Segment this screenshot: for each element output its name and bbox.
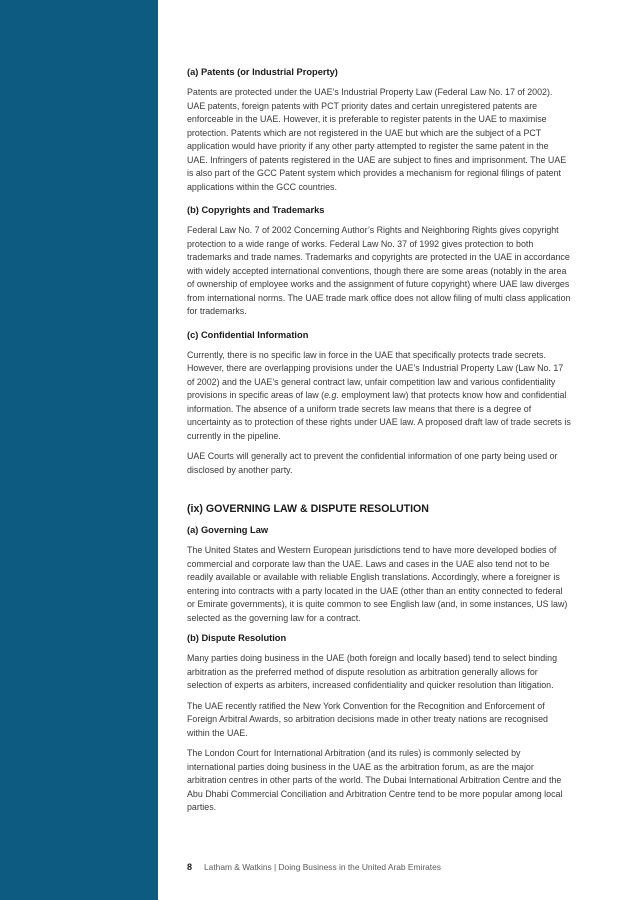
- confidential-heading: (c) Confidential Information: [187, 329, 309, 340]
- page-footer: [187, 862, 441, 872]
- patents-heading: (a) Patents (or Industrial Property): [187, 67, 338, 77]
- footer-text: Latham & Watkins | Doing Business in the United Arab Emirates: [204, 862, 441, 872]
- page-content: [187, 66, 571, 822]
- confidential-eg: e.g.: [324, 390, 339, 400]
- dispute-heading: (b) Dispute Resolution: [187, 633, 287, 643]
- governing-body: The United States and Western European jurisdictions tend to have more developed bodies of commercial and corporate law than the UAE. Laws and cases in the UAE also tend not to be readily available or available with reliable English translations. Accordingly, where a foreigner is entering into contracts with a party located in the UAE (other than an entity connected to federal or Emirate governments), it is quite common to see English law (and, in some instances, US law) selected as the governing law for a contract.: [187, 545, 568, 623]
- governing-section-heading: (ix) GOVERNING LAW & DISPUTE RESOLUTION: [187, 503, 429, 515]
- copyrights-body: Federal Law No. 7 of 2002 Concerning Author’s Rights and Neighboring Rights gives copyright protection to a wide range of works. Federal Law No. 37 of 1992 gives protection to both trademarks and trade names. Trademarks and copyrights are protected in the UAE in accordance with widely accepted international conventions, though there are some areas (notably in the area of ownership of employee works and the assignment of future copyright) where UAE law diverges from international norms. The UAE trade mark office does not allow filing of multi class application for trademarks.: [187, 225, 571, 316]
- confidential-body-part1: Currently, there is no specific law in force in the UAE that specifically protects trade secrets. However, there are overlapping provisions under the UAE’s Industrial Property Law (Law No. 17 of 2002) and the UAE’s general contract law, unfair competition law and various confidentiality provisions in specific areas of law (: [187, 349, 564, 400]
- confidential-body: [187, 349, 571, 444]
- sidebar-band: [0, 0, 158, 900]
- dispute-body-3: The London Court for International Arbitration (and its rules) is commonly selected by international parties doing business in the UAE as the arbitration forum, as are the major arbitration centres in other parts of the world. The Dubai International Arbitration Centre and the Abu Dhabi Commercial Conciliation and Arbitration Centre tend to be more popular among local parties.: [187, 748, 563, 812]
- page-number: 8: [187, 862, 193, 872]
- governing-heading: (a) Governing Law: [187, 525, 269, 535]
- dispute-body-1: Many parties doing business in the UAE (both foreign and locally based) tend to select binding arbitration as the preferred method of dispute resolution as arbitration generally allows for selection of experts as arbiters, increased confidentiality and quicker resolution than litigation.: [187, 653, 558, 690]
- copyrights-heading: (b) Copyrights and Trademarks: [187, 205, 325, 215]
- confidential-body-part2: employment law) that protects know how and confidential information. The absence of a uniform trade secrets law means that there is a degree of uncertainty as to protection of these rights under UAE law. A proposed draft law of trade secrets is currently in the pipeline.: [187, 390, 571, 441]
- dispute-body-2: The UAE recently ratified the New York Convention for the Recognition and Enforcement of Foreign Arbitral Awards, so arbitration decisions made in other treaty nations are recognised within the UAE.: [187, 700, 548, 738]
- patents-body: Patents are protected under the UAE’s Industrial Property Law (Federal Law No. 17 of 2002). UAE patents, foreign patents with PCT priority dates and certain unregistered patents are enforceable in the UAE. However, it is preferable to register patents in the UAE to maximise protection. Patents which are not registered in the UAE but which are the subject of a PCT application would have priority if any other party attempted to register the same patent in the UAE. Infringers of patents registered in the UAE are subject to fines and imprisonment. The UAE is also part of the GCC Patent system which provides a mechanism for regional filings of patent applications within the GCC countries.: [187, 87, 567, 192]
- confidential-body-2: UAE Courts will generally act to prevent the confidential information of one party being used or disclosed by another party.: [187, 451, 558, 475]
